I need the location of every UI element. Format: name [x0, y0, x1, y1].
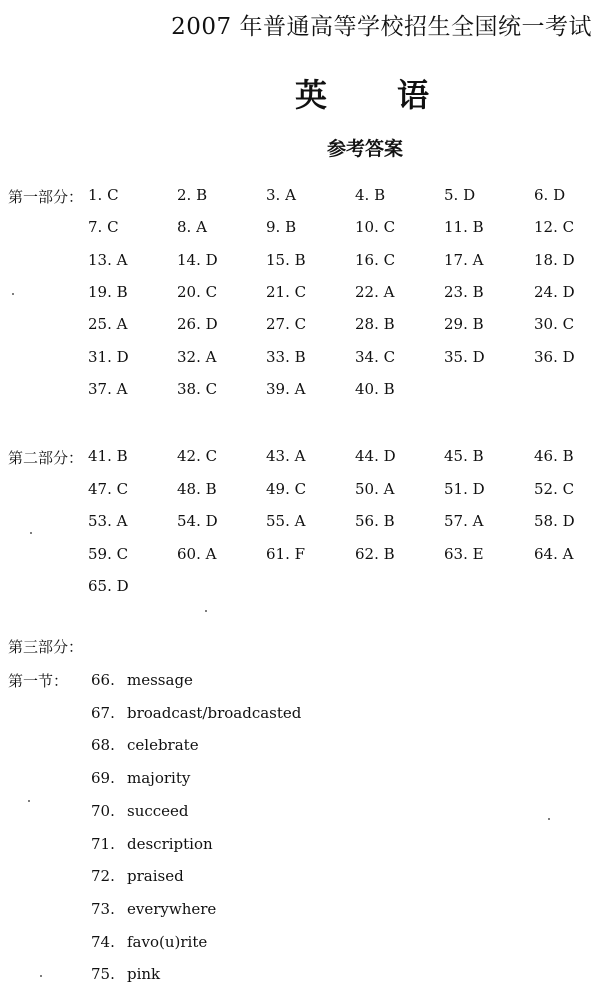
- answer-item: 20. C: [177, 282, 218, 301]
- answer-item: 31. D: [88, 347, 129, 366]
- item-word: favo(u)rite: [127, 932, 208, 951]
- item-word: broadcast/broadcasted: [127, 703, 302, 722]
- answer-item: 11. B: [444, 218, 484, 237]
- item-number: 68.: [91, 736, 115, 755]
- answer-item: 8. A: [177, 218, 207, 237]
- answer-item: 6. D: [534, 186, 566, 204]
- answer-item: 25. A: [88, 315, 128, 334]
- answer-item: 23. B: [444, 282, 484, 301]
- item-number: 70.: [91, 801, 115, 820]
- answer-item: 28. B: [355, 315, 395, 334]
- answer-item: 56. B: [355, 512, 395, 531]
- answer-item: 45. B: [444, 447, 484, 465]
- answer-item: 49. C: [266, 479, 307, 498]
- part2-label: 第二部分：: [8, 449, 84, 467]
- item-word: description: [127, 834, 213, 853]
- answer-item: 33. B: [266, 347, 306, 366]
- answer-item: 22. A: [355, 282, 395, 301]
- subject-char-1: 英: [295, 76, 328, 114]
- answer-item: 57. A: [444, 512, 484, 531]
- item-word: majority: [127, 769, 191, 788]
- fill-blank-item: [91, 769, 190, 787]
- answer-item: 53. A: [88, 512, 128, 531]
- answer-item: 61. F: [266, 544, 306, 563]
- answer-item: 10. C: [355, 218, 396, 237]
- fill-blank-item: [91, 802, 189, 820]
- answer-item: 18. D: [534, 250, 575, 269]
- answer-item: 2. B: [177, 186, 208, 204]
- subject-char-2: 语: [397, 76, 430, 114]
- answer-item: 40. B: [355, 379, 395, 398]
- answer-item: 58. D: [534, 512, 575, 531]
- answer-item: 39. A: [266, 379, 306, 398]
- answer-item: 3. A: [266, 186, 296, 204]
- answer-item: 62. B: [355, 544, 395, 563]
- fill-blank-item: [91, 965, 160, 983]
- item-number: 71.: [91, 834, 115, 853]
- answer-item: 26. D: [177, 315, 218, 334]
- answer-item: 52. C: [534, 479, 575, 498]
- item-number: 72.: [91, 867, 115, 886]
- fill-blank-item: [91, 867, 184, 885]
- subject-heading: [295, 70, 429, 116]
- item-number: 67.: [91, 703, 115, 722]
- item-number: 69.: [91, 769, 115, 788]
- answer-item: 41. B: [88, 447, 128, 465]
- answer-item: 35. D: [444, 347, 485, 366]
- part3-label: 第三部分：: [8, 638, 84, 656]
- answer-item: 43. A: [266, 447, 306, 465]
- answer-item: 63. E: [444, 544, 484, 563]
- answer-item: 16. C: [355, 250, 396, 269]
- answer-item: 50. A: [355, 479, 395, 498]
- answer-item: 55. A: [266, 512, 306, 531]
- item-word: message: [127, 671, 193, 689]
- answer-item: 19. B: [88, 282, 128, 301]
- answer-item: 65. D: [88, 577, 129, 596]
- answer-item: 1. C: [88, 186, 119, 204]
- answer-item: 27. C: [266, 315, 307, 334]
- answer-item: 60. A: [177, 544, 217, 563]
- answer-item: 51. D: [444, 479, 485, 498]
- answer-item: 32. A: [177, 347, 217, 366]
- answer-item: 38. C: [177, 379, 218, 398]
- answer-item: 17. A: [444, 250, 484, 269]
- answer-item: 24. D: [534, 282, 575, 301]
- answer-item: 7. C: [88, 218, 119, 237]
- fill-blank-item: [91, 671, 193, 689]
- answers-heading: 参考答案: [326, 138, 403, 160]
- answer-item: 34. C: [355, 347, 396, 366]
- item-word: everywhere: [127, 899, 217, 918]
- answer-item: 29. B: [444, 315, 484, 334]
- exam-title: 2007 年普通高等学校招生全国统一考试: [171, 14, 592, 40]
- item-number: 66.: [91, 671, 115, 689]
- answer-item: 46. B: [534, 447, 574, 465]
- part1-label: 第一部分：: [8, 188, 84, 206]
- answer-item: 44. D: [355, 447, 396, 465]
- answer-item: 4. B: [355, 186, 386, 204]
- item-word: succeed: [127, 801, 189, 820]
- fill-blank-item: [91, 835, 213, 853]
- answer-item: 14. D: [177, 250, 218, 269]
- answer-item: 30. C: [534, 315, 575, 334]
- fill-blank-item: [91, 933, 207, 951]
- fill-blank-item: [91, 900, 216, 918]
- answer-item: 42. C: [177, 447, 218, 465]
- answer-item: 48. B: [177, 479, 217, 498]
- item-word: praised: [127, 867, 184, 886]
- answer-item: 5. D: [444, 186, 476, 204]
- answer-item: 54. D: [177, 512, 218, 531]
- answer-item: 12. C: [534, 218, 575, 237]
- answer-item: 64. A: [534, 544, 574, 563]
- section1-label: 第一节：: [8, 672, 69, 690]
- item-number: 74.: [91, 932, 115, 951]
- answer-item: 15. B: [266, 250, 306, 269]
- answer-item: 59. C: [88, 544, 129, 563]
- answer-item: 9. B: [266, 218, 297, 237]
- fill-blank-item: [91, 704, 301, 722]
- answer-item: 21. C: [266, 282, 307, 301]
- answer-item: 47. C: [88, 479, 129, 498]
- item-word: celebrate: [127, 736, 199, 755]
- item-number: 75.: [91, 965, 115, 984]
- fill-blank-item: [91, 736, 199, 754]
- answer-item: 13. A: [88, 250, 128, 269]
- answer-item: 36. D: [534, 347, 575, 366]
- item-word: pink: [127, 965, 161, 984]
- item-number: 73.: [91, 899, 115, 918]
- answer-item: 37. A: [88, 379, 128, 398]
